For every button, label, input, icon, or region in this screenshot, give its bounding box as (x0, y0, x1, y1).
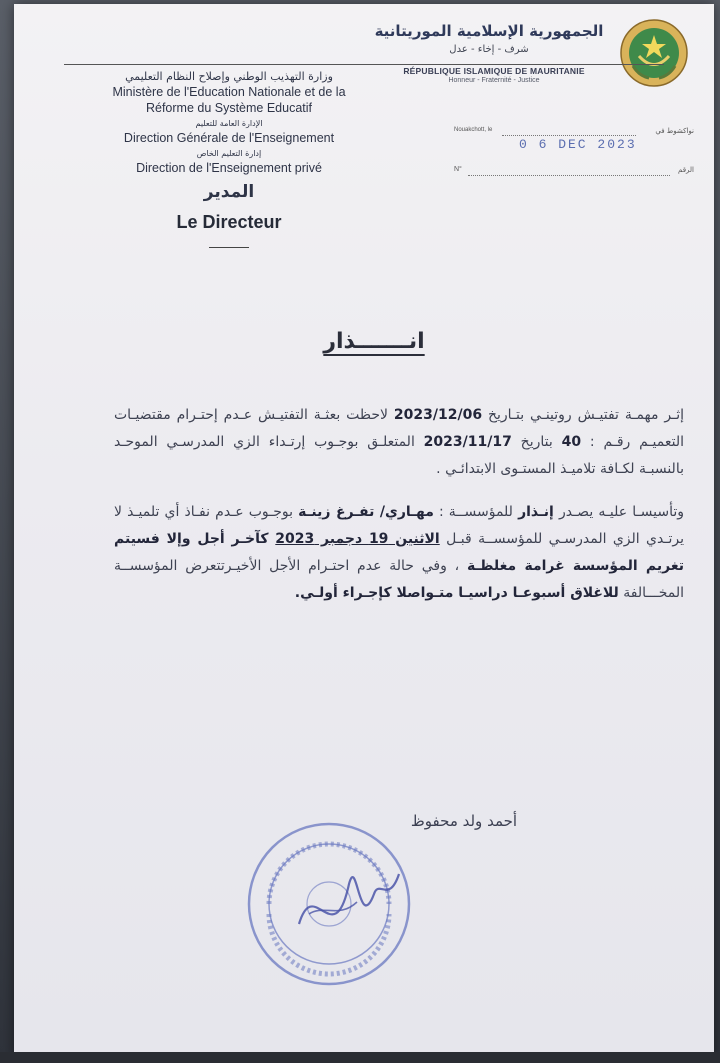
p1-text-3: بتاريخ (511, 434, 562, 450)
deadline-date: الاثنين 19 دجمبر 2023 (275, 531, 440, 547)
directorate-general-arabic: الإدارة العامة للتعليم (195, 119, 263, 128)
circular-date: 2023/11/17 (423, 434, 512, 450)
motto-french: Honneur - Fraternité - Justice (448, 77, 540, 84)
p2-text-5: ، وفي حالة عدم احتـرام الأجل الأخيـرتتعرض المؤسســة المخـــالفة (114, 558, 684, 601)
reference-number-row (454, 166, 694, 178)
republic-name-french: RÉPUBLIQUE ISLAMIQUE DE MAURITANIE (403, 66, 585, 76)
dateline-label-arabic: نواكشوط في (655, 127, 694, 135)
number-dots (468, 175, 670, 176)
photo-bottom-edge (0, 1052, 720, 1063)
school-name: مهـاري/ تفـرغ زينـة (298, 504, 434, 520)
p2-text-2: للمؤسســة : (433, 504, 519, 520)
motto-arabic: شرف - إخاء - عدل (449, 44, 529, 55)
warning-word: إنـذار (518, 504, 554, 520)
director-title-arabic: المدير (203, 182, 255, 202)
p2-text-3: بوجـوب عـدم نفـاذ أي تلميـذ لا يرتـدي الزي المدرسـي للمؤسســة قبـل (114, 504, 684, 547)
ministry-name-french-2: Réforme du Système Educatif (145, 101, 313, 115)
letter-body (114, 402, 684, 607)
department-french: Direction de l'Enseignement privé (136, 161, 322, 175)
date-stamp: 0 6 DEC 2023 (519, 137, 637, 152)
director-title-french: Le Directeur (176, 212, 282, 232)
republic-name-arabic: الجمهورية الإسلامية الموريتانية (374, 22, 604, 40)
department-arabic: إدارة التعليم الخاص (196, 149, 262, 158)
number-label-arabic: الرقم (678, 166, 694, 174)
paragraph-2 (114, 499, 684, 607)
circular-number: 40 (561, 434, 582, 450)
director-underline (209, 247, 249, 248)
number-label-french: N° (454, 166, 462, 173)
document-page (14, 4, 714, 1058)
document-title: انـــــــذار (323, 329, 425, 354)
national-emblem-icon (619, 18, 689, 88)
ministry-name-french-1: Ministère de l'Education Nationale et de la (112, 85, 346, 99)
header-divider (64, 64, 664, 65)
official-stamp-icon (239, 814, 419, 994)
p2-text-4: كآخـر أجل وإلا فسيتم تغريم المؤسسة غرامة مغلظـة (114, 531, 684, 574)
p1-text-1: إثـر مهمـة تفتيـش روتينـي بتـاريخ (482, 407, 685, 423)
inspection-date: 2023/12/06 (393, 407, 483, 423)
signatory-name: أحمد ولد محفوظ (410, 812, 518, 830)
dateline-dots (502, 135, 636, 136)
ministry-header (69, 68, 389, 248)
p2-text-6: للاغلاق أسبوعـا دراسيـا متـواصلا كإجـراء أولـي. (294, 585, 619, 601)
ministry-name-arabic: وزارة التهذيب الوطني وإصلاح النظام التعليمي (125, 70, 333, 83)
p2-text-1: وتأسيسـا عليـه يصـدر (553, 504, 684, 520)
paragraph-1 (114, 402, 684, 483)
p1-text-4: المتعلـق بوجـوب إرتـداء الزي المدرسـي الموحـد بالنسبـة لكـافة تلاميـذ المستـوى الابتدائـي . (114, 434, 684, 477)
directorate-general-french: Direction Générale de l'Enseignement (123, 131, 335, 145)
p1-text-2: لاحظت بعثـة التفتيـش عـدم إحتـرام مقتضيـات التعميـم رقـم : (114, 407, 685, 450)
dateline-label-french: Nouakchott, le (454, 127, 493, 133)
